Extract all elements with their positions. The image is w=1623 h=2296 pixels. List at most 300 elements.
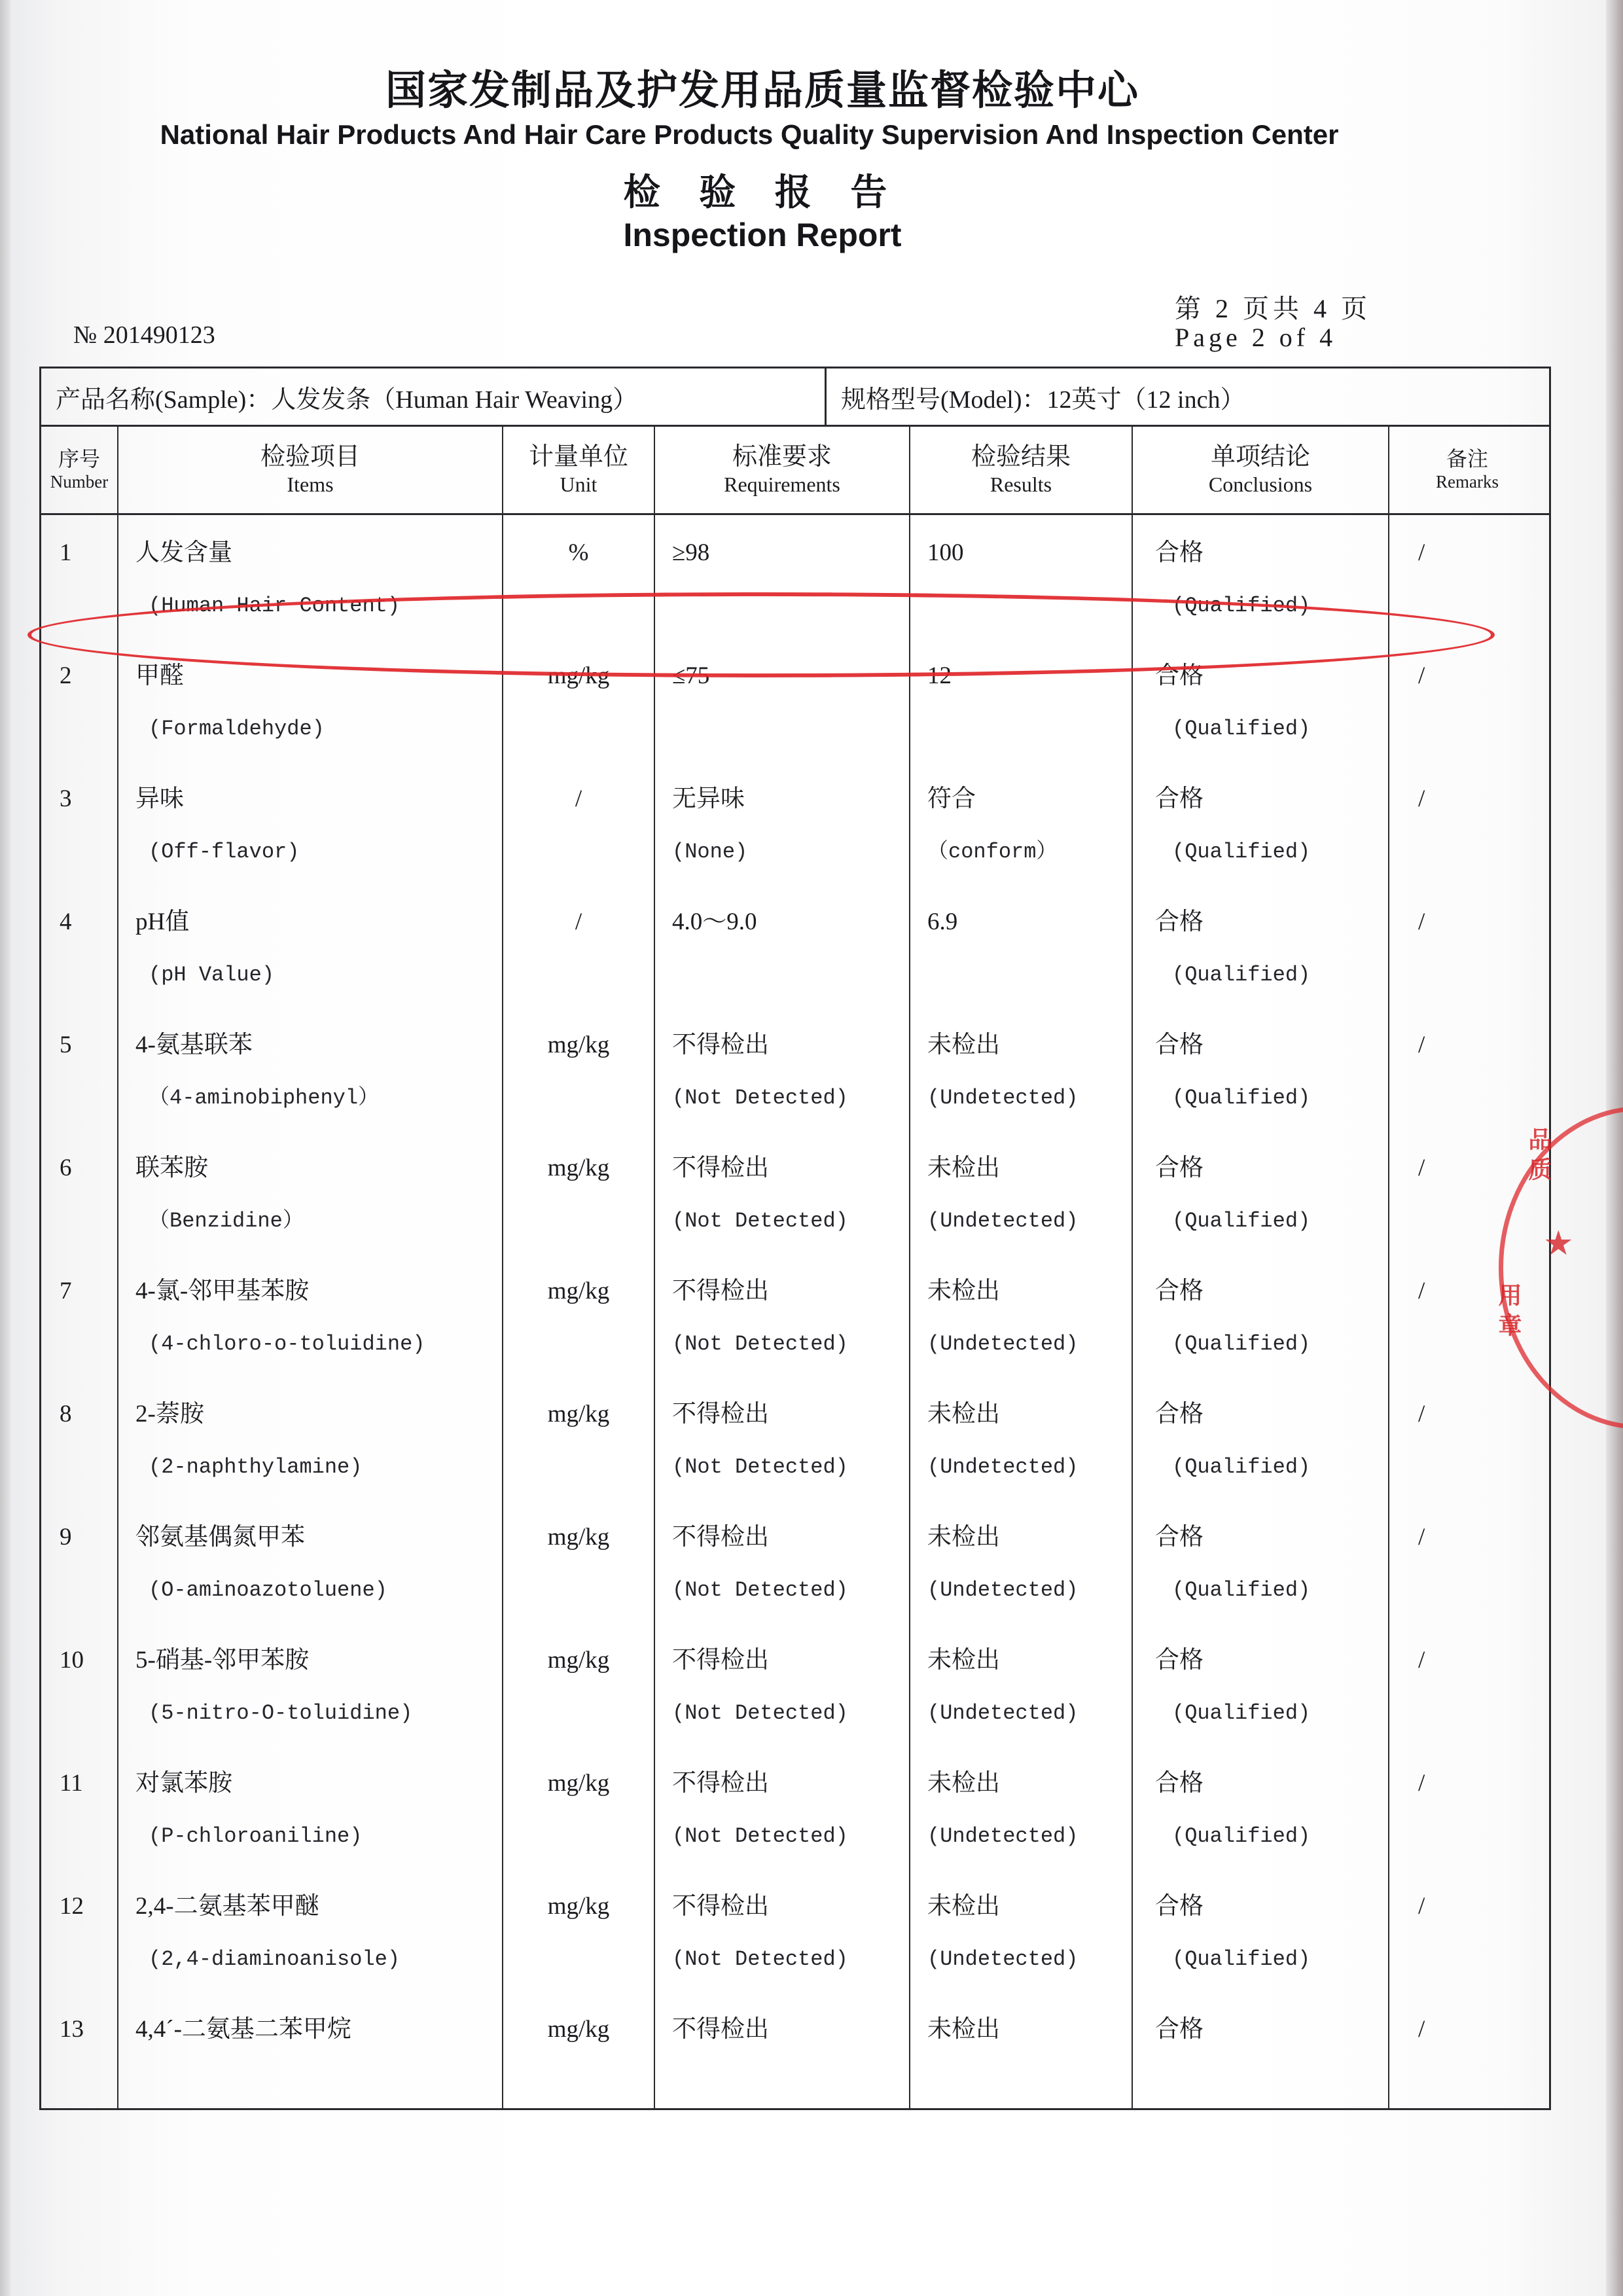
requirement-cn: 不得检出 <box>672 1400 769 1427</box>
conclusion-cn: 合格 <box>1155 1892 1204 1920</box>
item-name-cn-cell <box>118 1746 503 1869</box>
row-number-sub <box>41 1565 117 1616</box>
table-row <box>41 1130 1549 1253</box>
unit-value-cell <box>503 515 655 638</box>
conclusion-en: (Qualified) <box>1172 1086 1311 1110</box>
item-name-cn: pH值 <box>135 908 190 935</box>
item-name-cn: 5-硝基-邻甲苯胺 <box>135 1646 310 1674</box>
report-number: № 201490123 <box>73 321 215 349</box>
requirement-cn: 不得检出 <box>672 2015 769 2043</box>
conclusion-cn: 合格 <box>1155 662 1204 689</box>
result-cn-cell <box>910 1007 1133 1130</box>
unit-sub <box>503 1442 654 1493</box>
result-cn: 符合 <box>927 785 976 812</box>
remark-sub <box>1389 1196 1545 1247</box>
item-name-en: (4-chloro-o-toluidine) <box>149 1332 425 1356</box>
result-cn-cell <box>910 761 1133 884</box>
conclusion-cn-cell <box>1133 1499 1389 1623</box>
result-cn: 未检出 <box>927 1400 1000 1427</box>
remark-value-cell <box>1389 1623 1545 1746</box>
sample-name-value: 人发发条（Human Hair Weaving） <box>271 386 638 414</box>
unit-value: mg/kg <box>547 1769 610 1797</box>
remark-value: / <box>1418 1892 1425 1920</box>
remark-value-cell <box>1389 1869 1545 1992</box>
row-number-cell <box>41 1869 118 1992</box>
result-cn-cell <box>910 1130 1133 1253</box>
row-number-sub <box>41 1811 117 1862</box>
remark-value: / <box>1418 1646 1425 1674</box>
requirement-cn: 无异味 <box>672 785 745 812</box>
row-number-sub <box>41 1319 117 1370</box>
remark-sub <box>1389 1319 1545 1370</box>
table-row <box>41 515 1549 638</box>
item-name-cn-cell <box>118 1869 503 1992</box>
requirement-en: (Not Detected) <box>672 1824 848 1848</box>
conclusion-cn: 合格 <box>1155 1646 1204 1674</box>
unit-value: mg/kg <box>547 1523 610 1551</box>
requirement-en: (Not Detected) <box>672 1947 848 1971</box>
requirement-cn-cell <box>655 884 910 1007</box>
result-cn: 未检出 <box>927 1154 1000 1181</box>
conclusion-en: (Qualified) <box>1172 1332 1311 1356</box>
item-name-cn: 2,4-二氨基苯甲醚 <box>135 1892 319 1920</box>
item-name-cn-cell <box>118 1007 503 1130</box>
result-en: （conform） <box>927 840 1058 864</box>
item-name-en: (Formaldehyde) <box>149 717 325 741</box>
result-en <box>910 704 1132 755</box>
result-cn: 未检出 <box>927 2015 1000 2043</box>
result-en <box>910 950 1132 1001</box>
conclusion-en: (Qualified) <box>1172 594 1311 618</box>
remark-value-cell <box>1389 1746 1545 1869</box>
unit-value-cell <box>503 1253 655 1376</box>
requirement-cn-cell <box>655 1992 910 2108</box>
conclusion-en: (Qualified) <box>1172 963 1311 987</box>
row-number: 5 <box>60 1031 72 1058</box>
remark-sub <box>1389 2057 1545 2108</box>
requirement-cn-cell <box>655 638 910 761</box>
conclusion-cn: 合格 <box>1155 1769 1204 1797</box>
report-title-english: Inspection Report <box>623 217 902 253</box>
requirement-en: (Not Detected) <box>672 1701 848 1725</box>
conclusion-en: (Qualified) <box>1172 1209 1311 1233</box>
requirement-en: (Not Detected) <box>672 1455 848 1479</box>
remark-value: / <box>1418 1031 1425 1058</box>
item-name-en: （4-aminobiphenyl） <box>149 1086 380 1110</box>
requirement-en: (Not Detected) <box>672 1578 848 1602</box>
result-en: (Undetected) <box>927 1701 1079 1725</box>
table-row <box>41 1623 1549 1746</box>
remark-value: / <box>1418 539 1425 566</box>
unit-value-cell <box>503 1869 655 1992</box>
column-header-remarks-cn: 备注 <box>1446 447 1488 471</box>
inspection-table <box>39 367 1551 2110</box>
requirement-cn-cell <box>655 1499 910 1623</box>
requirement-cn-cell <box>655 1253 910 1376</box>
row-number-cell <box>41 1253 118 1376</box>
row-number-cell <box>41 1992 118 2108</box>
remark-value: / <box>1418 1523 1425 1551</box>
result-cn: 未检出 <box>927 1646 1000 1674</box>
row-number-cell <box>41 1007 118 1130</box>
remark-sub <box>1389 1073 1545 1124</box>
unit-sub <box>503 950 654 1001</box>
requirement-cn: 不得检出 <box>672 1523 769 1551</box>
row-number-sub <box>41 827 117 878</box>
remark-value-cell <box>1389 884 1545 1007</box>
seal-star-icon: ★ <box>1543 1225 1574 1263</box>
row-number-sub <box>41 1442 117 1493</box>
item-name-cn: 异味 <box>135 785 184 812</box>
remark-value-cell <box>1389 1992 1545 2108</box>
row-number: 4 <box>60 908 72 935</box>
column-header-remarks-en: Remarks <box>1436 472 1499 492</box>
row-number-cell <box>41 1746 118 1869</box>
conclusion-cn: 合格 <box>1155 785 1204 812</box>
sample-info-row <box>41 368 1549 427</box>
conclusion-cn-cell <box>1133 761 1389 884</box>
result-cn: 未检出 <box>927 1523 1000 1551</box>
conclusion-cn: 合格 <box>1155 1154 1204 1181</box>
requirement-cn: 不得检出 <box>672 1892 769 1920</box>
sample-model-label: 规格型号(Model)： <box>841 386 1047 414</box>
conclusion-en: (Qualified) <box>1172 717 1311 741</box>
requirement-cn: 4.0～9.0 <box>672 908 757 935</box>
result-cn: 100 <box>927 539 964 566</box>
requirement-en: (Not Detected) <box>672 1086 848 1110</box>
result-cn-cell <box>910 1746 1133 1869</box>
unit-sub <box>503 827 654 878</box>
result-en: (Undetected) <box>927 1824 1079 1848</box>
column-header-conclusions-cn: 单项结论 <box>1210 442 1310 471</box>
row-number-cell <box>41 1623 118 1746</box>
row-number-sub <box>41 704 117 755</box>
conclusion-cn: 合格 <box>1155 1277 1204 1304</box>
result-cn-cell <box>910 1869 1133 1992</box>
item-name-en: （Benzidine） <box>149 1209 304 1233</box>
page-number-english: Page 2 of 4 <box>1175 323 1337 352</box>
column-header-number <box>41 427 118 513</box>
table-row <box>41 1869 1549 1992</box>
result-cn: 未检出 <box>927 1031 1000 1058</box>
unit-value: / <box>575 785 582 812</box>
result-cn-cell <box>910 515 1133 638</box>
result-en: (Undetected) <box>927 1455 1079 1479</box>
unit-value-cell <box>503 638 655 761</box>
item-name-cn-cell <box>118 515 503 638</box>
result-cn-cell <box>910 1623 1133 1746</box>
table-row <box>41 1499 1549 1623</box>
unit-value-cell <box>503 884 655 1007</box>
sample-model-cell <box>827 368 1549 425</box>
column-header-requirements-en: Requirements <box>724 472 840 496</box>
result-en <box>910 581 1132 632</box>
unit-value: mg/kg <box>547 662 610 689</box>
row-number-cell <box>41 1376 118 1499</box>
requirement-cn: 不得检出 <box>672 1277 769 1304</box>
unit-sub <box>503 1811 654 1862</box>
conclusion-cn: 合格 <box>1155 908 1204 935</box>
column-header-requirements <box>655 427 910 513</box>
remark-value-cell <box>1389 638 1545 761</box>
remark-sub <box>1389 1442 1545 1493</box>
seal-text-1: 品质 <box>1525 1127 1552 1187</box>
org-title-chinese: 国家发制品及护发用品质量监督检验中心 <box>385 68 1139 113</box>
sample-name-label: 产品名称(Sample)： <box>56 386 272 414</box>
unit-value: mg/kg <box>547 1646 610 1674</box>
unit-value: mg/kg <box>547 1400 610 1427</box>
column-header-remarks <box>1389 427 1545 513</box>
requirement-cn-cell <box>655 1746 910 1869</box>
unit-value: % <box>568 539 589 566</box>
requirement-cn-cell <box>655 1376 910 1499</box>
item-name-cn: 4-氯-邻甲基苯胺 <box>135 1277 310 1304</box>
table-row <box>41 761 1549 884</box>
requirement-cn: ≥98 <box>672 539 710 566</box>
requirement-cn: 不得检出 <box>672 1031 769 1058</box>
requirement-en <box>655 950 909 1001</box>
column-header-number-en: Number <box>50 472 109 492</box>
item-name-cn-cell <box>118 1376 503 1499</box>
item-name-cn: 对氯苯胺 <box>135 1769 232 1797</box>
seal-text-2: 用章 <box>1495 1283 1522 1343</box>
conclusion-en <box>1133 2057 1388 2108</box>
unit-value-cell <box>503 1623 655 1746</box>
unit-sub <box>503 1073 654 1124</box>
remark-sub <box>1389 827 1545 878</box>
result-en: (Undetected) <box>927 1086 1079 1110</box>
item-name-cn-cell <box>118 1130 503 1253</box>
result-en: (Undetected) <box>927 1947 1079 1971</box>
conclusion-en: (Qualified) <box>1172 1701 1311 1725</box>
table-body <box>41 515 1549 2108</box>
sample-model-value: 12英寸（12 inch） <box>1046 386 1245 414</box>
conclusion-cn-cell <box>1133 1992 1389 2108</box>
remark-sub <box>1389 1688 1545 1739</box>
item-name-en: (P-chloroaniline) <box>149 1824 363 1848</box>
requirement-cn-cell <box>655 1869 910 1992</box>
unit-value-cell <box>503 1992 655 2108</box>
item-name-en: (Human Hair Content) <box>149 594 401 618</box>
sample-name-cell <box>41 368 827 425</box>
row-number-sub <box>41 1688 117 1739</box>
item-name-en: (5-nitro-O-toluidine) <box>149 1701 413 1725</box>
row-number-cell <box>41 515 118 638</box>
requirement-en <box>655 704 909 755</box>
column-header-requirements-cn: 标准要求 <box>732 442 832 471</box>
row-number: 7 <box>60 1277 72 1304</box>
row-number: 2 <box>60 662 72 689</box>
row-number-sub <box>41 1196 117 1247</box>
row-number-cell <box>41 1499 118 1623</box>
remark-sub <box>1389 1811 1545 1862</box>
unit-value: mg/kg <box>547 2015 610 2043</box>
unit-sub <box>503 704 654 755</box>
conclusion-cn-cell <box>1133 1253 1389 1376</box>
column-header-items-cn: 检验项目 <box>260 442 360 471</box>
requirement-en: (Not Detected) <box>672 1209 848 1233</box>
column-header-number-cn: 序号 <box>58 447 100 471</box>
result-en <box>910 2057 1132 2108</box>
requirement-cn-cell <box>655 1007 910 1130</box>
item-name-cn: 邻氨基偶氮甲苯 <box>135 1523 305 1551</box>
unit-sub <box>503 1319 654 1370</box>
remark-value: / <box>1418 1769 1425 1797</box>
remark-value: / <box>1418 908 1425 935</box>
conclusion-en: (Qualified) <box>1172 1947 1311 1971</box>
remark-sub <box>1389 1934 1545 1985</box>
item-name-cn-cell <box>118 1253 503 1376</box>
requirement-en: (None) <box>672 840 748 864</box>
conclusion-cn: 合格 <box>1155 1031 1204 1058</box>
result-en: (Undetected) <box>927 1578 1079 1602</box>
conclusion-cn-cell <box>1133 1130 1389 1253</box>
unit-value-cell <box>503 761 655 884</box>
conclusion-cn-cell <box>1133 638 1389 761</box>
requirement-cn-cell <box>655 1623 910 1746</box>
remark-value-cell <box>1389 1376 1545 1499</box>
conclusion-en: (Qualified) <box>1172 1578 1311 1602</box>
column-header-results-cn: 检验结果 <box>971 442 1071 471</box>
conclusion-cn-cell <box>1133 1376 1389 1499</box>
unit-value-cell <box>503 1746 655 1869</box>
remark-value: / <box>1418 1277 1425 1304</box>
row-number-sub <box>41 2057 117 2108</box>
remark-value: / <box>1418 1154 1425 1181</box>
column-header-unit-cn: 计量单位 <box>528 442 628 471</box>
item-name-cn: 4,4´-二氨基二苯甲烷 <box>135 2015 351 2043</box>
unit-sub <box>503 1934 654 1985</box>
table-row <box>41 1746 1549 1869</box>
item-name-en: (pH Value) <box>149 963 275 987</box>
table-row <box>41 1376 1549 1499</box>
remark-value-cell <box>1389 1130 1545 1253</box>
conclusion-cn-cell <box>1133 1007 1389 1130</box>
item-name-cn-cell <box>118 1992 503 2108</box>
requirement-en: (Not Detected) <box>672 1332 848 1356</box>
unit-value: mg/kg <box>547 1277 610 1304</box>
remark-sub <box>1389 704 1545 755</box>
result-cn: 6.9 <box>927 908 958 935</box>
unit-sub <box>503 2057 654 2108</box>
item-name-cn: 2-萘胺 <box>135 1400 204 1427</box>
remark-value: / <box>1418 1400 1425 1427</box>
remark-value: / <box>1418 2015 1425 2043</box>
table-row <box>41 638 1549 761</box>
item-name-cn-cell <box>118 638 503 761</box>
row-number: 9 <box>60 1523 72 1551</box>
row-number: 11 <box>60 1769 83 1797</box>
column-header-unit-en: Unit <box>560 472 597 496</box>
conclusion-cn: 合格 <box>1155 1523 1204 1551</box>
result-cn: 未检出 <box>927 1892 1000 1920</box>
row-number-cell <box>41 761 118 884</box>
table-row <box>41 1007 1549 1130</box>
column-header-items-en: Items <box>287 472 334 496</box>
item-name-cn: 4-氨基联苯 <box>135 1031 253 1058</box>
result-cn-cell <box>910 1253 1133 1376</box>
item-name-cn-cell <box>118 761 503 884</box>
result-cn-cell <box>910 1992 1133 2108</box>
conclusion-cn-cell <box>1133 1746 1389 1869</box>
conclusion-cn: 合格 <box>1155 1400 1204 1427</box>
item-name-cn: 甲醛 <box>135 662 184 689</box>
remark-value: / <box>1418 662 1425 689</box>
item-name-en <box>118 2057 502 2108</box>
row-number-sub <box>41 950 117 1001</box>
table-row <box>41 1253 1549 1376</box>
unit-sub <box>503 1688 654 1739</box>
page-number-chinese: 第 2 页共 4 页 <box>1175 294 1371 323</box>
table-row <box>41 884 1549 1007</box>
row-number-cell <box>41 1130 118 1253</box>
row-number: 12 <box>60 1892 84 1920</box>
requirement-en <box>655 581 909 632</box>
unit-sub <box>503 581 654 632</box>
item-name-en: (2,4-diaminoanisole) <box>149 1947 401 1971</box>
remark-value-cell <box>1389 761 1545 884</box>
row-number: 13 <box>60 2015 84 2043</box>
requirement-cn: 不得检出 <box>672 1769 769 1797</box>
row-number: 8 <box>60 1400 72 1427</box>
conclusion-en: (Qualified) <box>1172 1824 1311 1848</box>
conclusion-cn-cell <box>1133 515 1389 638</box>
unit-value: / <box>575 908 582 935</box>
result-en: (Undetected) <box>927 1209 1079 1233</box>
column-header-results-en: Results <box>990 472 1052 496</box>
unit-value: mg/kg <box>547 1154 610 1181</box>
table-header-row <box>41 427 1549 515</box>
remark-value-cell <box>1389 1007 1545 1130</box>
requirement-cn-cell <box>655 761 910 884</box>
row-number: 10 <box>60 1646 84 1674</box>
remark-sub <box>1389 950 1545 1001</box>
result-cn: 未检出 <box>927 1277 1000 1304</box>
item-name-cn-cell <box>118 884 503 1007</box>
unit-value-cell <box>503 1499 655 1623</box>
requirement-cn: ≤75 <box>672 662 710 689</box>
unit-value-cell <box>503 1007 655 1130</box>
requirement-en <box>655 2057 909 2108</box>
column-header-unit <box>503 427 655 513</box>
column-header-conclusions <box>1133 427 1389 513</box>
item-name-en: (2-naphthylamine) <box>149 1455 363 1479</box>
result-cn-cell <box>910 638 1133 761</box>
conclusion-cn-cell <box>1133 884 1389 1007</box>
unit-sub <box>503 1565 654 1616</box>
row-number-sub <box>41 1073 117 1124</box>
item-name-cn-cell <box>118 1499 503 1623</box>
item-name-cn: 人发含量 <box>135 539 232 566</box>
item-name-en: (O-aminoazotoluene) <box>149 1578 387 1602</box>
requirement-cn: 不得检出 <box>672 1154 769 1181</box>
remark-value-cell <box>1389 515 1545 638</box>
row-number-sub <box>41 1934 117 1985</box>
row-number-cell <box>41 884 118 1007</box>
report-title-chinese: 检 验 报 告 <box>623 171 902 213</box>
item-name-cn-cell <box>118 1623 503 1746</box>
row-number-cell <box>41 638 118 761</box>
table-row <box>41 1992 1549 2108</box>
result-en: (Undetected) <box>927 1332 1079 1356</box>
unit-value-cell <box>503 1130 655 1253</box>
conclusion-en: (Qualified) <box>1172 840 1311 864</box>
result-cn: 未检出 <box>927 1769 1000 1797</box>
row-number: 6 <box>60 1154 72 1181</box>
conclusion-cn-cell <box>1133 1623 1389 1746</box>
result-cn: 12 <box>927 662 952 689</box>
result-cn-cell <box>910 884 1133 1007</box>
